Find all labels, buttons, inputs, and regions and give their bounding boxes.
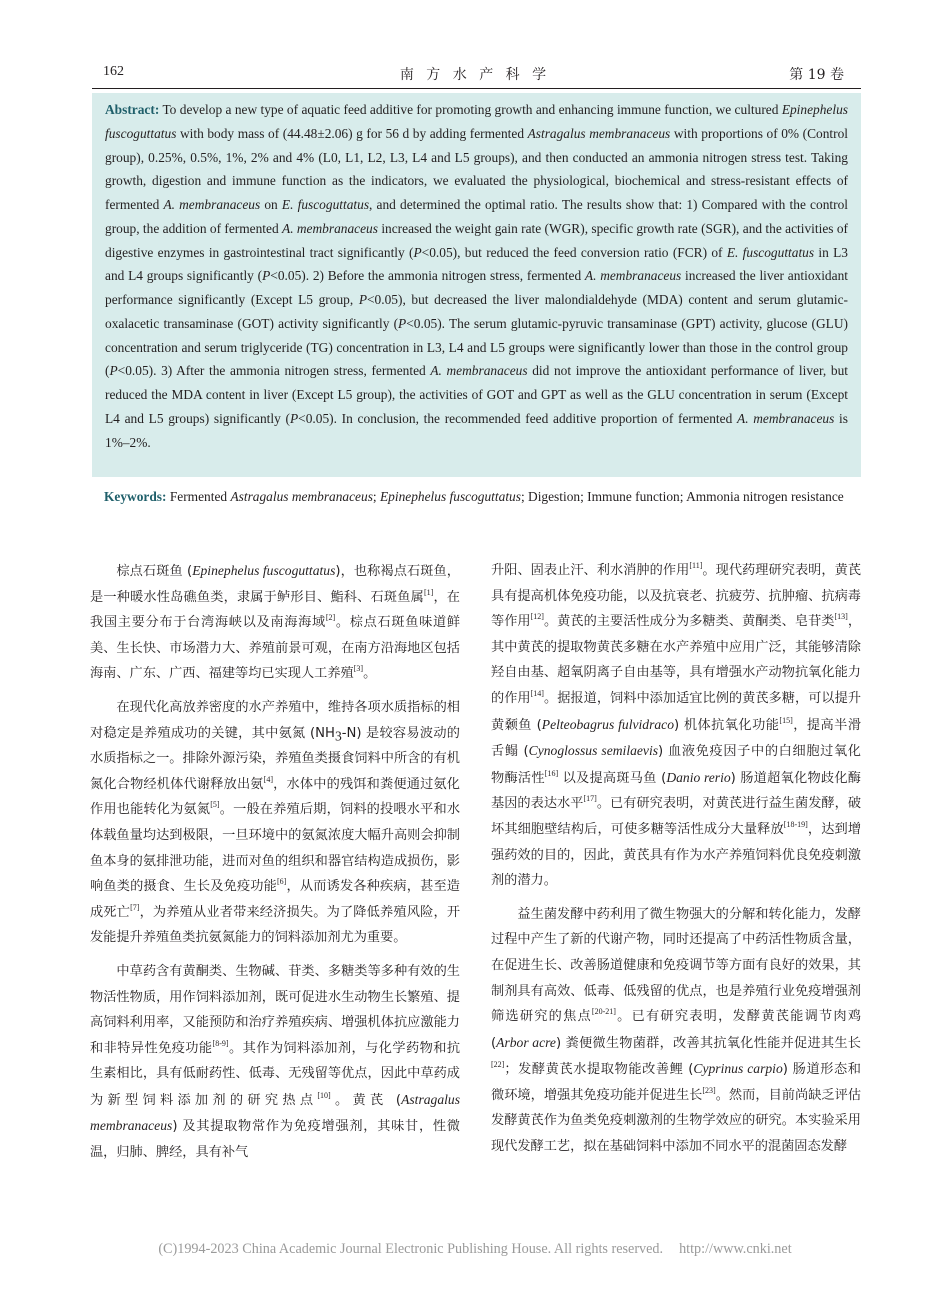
keywords-label: Keywords: (104, 489, 167, 504)
citation[interactable]: [10] (317, 1090, 331, 1100)
citation[interactable]: [16] (544, 768, 559, 778)
citation[interactable]: [4] (263, 774, 273, 784)
right-column (491, 558, 861, 1160)
abstract-text: Abstract: To develop a new type of aquatic feed additive for promoting growth and enhancing immune function, we cultured Epinephelus fuscoguttatus with body mass of (44.48±2.06) g for 56 d by adding fermented Astragalus membranaceus with proportions of 0% (Control group), 0.25%, 0.5%, 1%, 2% and 4% (L0, L1, L2, L3, L4 and L5 groups), and then conducted an ammonia nitrogen stress test. Taking growth, digestion and immune function as the indicators, we evaluated the physiological, biochemical and stress-resistant effects of fermented A. membranaceus on E. fuscoguttatus, and determined the optimal ratio. The results show that: 1) Compared with the control group, the addition of fermented A. membranaceus increased the weight gain rate (WGR), specific growth rate (SGR), and the activities of digestive enzymes in gastrointestinal tract significantly (P<0.05), but reduced the feed conversion ratio (FCR) of E. fuscoguttatus in L3 and L4 groups significantly (P<0.05). 2) Before the ammonia nitrogen stress, fermented A. membranaceus increased the liver antioxidant performance significantly (Except L5 group, P<0.05), but decreased the liver malondialdehyde (MDA) content and serum glutamic-oxalacetic transaminase (GOT) activity significantly (P<0.05). The serum glutamic-pyruvic transaminase (GPT) activity, glucose (GLU) concentration and serum triglyceride (TG) concentration in L3, L4 and L5 groups were significantly lower than those in the control group (P<0.05). 3) After the ammonia nitrogen stress, fermented A. membranaceus did not improve the antioxidant performance of liver, but reduced the MDA content in liver (Except L5 group), the activities of GOT and GPT as well as the GLU concentration in serum (Except L4 and L5 groups) significantly (P<0.05). In conclusion, the recommended feed additive proportion of fermented A. membranaceus is 1%–2%. (105, 102, 849, 450)
paragraph: 益生菌发酵中药利用了微生物强大的分解和转化能力，发酵过程中产生了新的代谢产物，同时还提高了中药活性物质含量，在促进生长、改善肠道健康和免疫调节等方面有良好的效果，其制剂具有高效、低毒、低残留的优点，也是养殖行业免疫增强剂筛选研究的焦点[20-21]。已有研究表明，发酵黄芪能调节肉鸡 (Arbor acre) 粪便微生物菌群，改善其抗氧化性能并促进其生长[22]；发酵黄芪水提取物能改善鲤 (Cyprinus carpio) 肠道形态和微环境，增强其免疫功能并促进生长[23]。然而，目前尚缺乏评估发酵黄芪作为鱼类免疫刺激剂的生物学效应的研究。本实验采用现代发酵工艺，拟在基础饲料中添加不同水平的混菌固态发酵 (491, 906, 862, 1155)
paragraph: 在现代化高放养密度的水产养殖中，维持各项水质指标的相对稳定是养殖成功的关键，其中氨氮 $(NH_3-N)$ 是较容易波动的水质指标之一。排除外源污染，养殖鱼类摄食饲料中所含的有机氮化合物经机体代谢释放出氨[4]，水体中的残饵和粪便通过氨化作用也能转化为氨氮[5]。一般在养殖后期，饲料的投喂水平和水体载鱼量均达到极限，一旦环境中的氨氮浓度大幅升高则会抑制鱼本身的氨排泄功能，进而对鱼的组织和器官结构造成损伤，影响鱼类的摄食、生长及免疫功能[6]，从而诱发各种疾病，甚至造成死亡[7]，为养殖从业者带来经济损失。为了降低养殖风险，开发能提升养殖鱼类抗氨氮能力的饲料添加剂尤为重要。 (90, 699, 461, 946)
paragraph: 中草药含有黄酮类、生物碱、苷类、多糖类等多种有效的生物活性物质，用作饲料添加剂，既可促进水生动物生长繁殖、提高饲料利用率，又能预防和治疗养殖疾病、增强机体抗应激能力和非特异性免疫功能[8-9]。其作为饲料添加剂，与化学药物和抗生素相比，具有低耐药性、低毒、无残留等优点，因此中草药成为新型饲料添加剂的研究热点[10]。黄芪 (Astragalus membranaceus) 及其提取物常作为免疫增强剂，其味甘，性微温，归肺、脾经，具有补气 (90, 963, 461, 1161)
citation[interactable]: [20-21] (591, 1007, 616, 1017)
cnki-link[interactable]: http://www.cnki.net (679, 1241, 792, 1257)
citation[interactable]: [23] (702, 1085, 716, 1095)
volume-label: 第 19 卷 (789, 67, 844, 83)
citation[interactable]: [5] (210, 800, 220, 810)
citation[interactable]: [18-19] (783, 819, 808, 829)
citation[interactable]: [17] (583, 794, 597, 804)
citation[interactable]: [14] (530, 688, 544, 698)
journal-title: 南 方 水 产 科 学 (399, 67, 551, 83)
abstract-label: Abstract: (105, 102, 160, 117)
page-number: 162 (103, 64, 124, 79)
citation[interactable]: [13] (834, 612, 848, 622)
citation[interactable]: [15] (779, 715, 793, 725)
paragraph: 升阳、固表止汗、利水消肿的作用[11]。现代药理研究表明，黄芪具有提高机体免疫功能，以及抗衰老、抗疲劳、抗肿瘤、抗病毒等作用[12]。黄芪的主要活性成分为多糖类、黄酮类、皂苷类[13]，其中黄芪的提取物黄芪多糖在水产养殖中应用广泛，其能够清除羟自由基、超氧阴离子自由基等，具有增强水产动物抗氧化能力的作用[14]。据报道，饲料中添加适宜比例的黄芪多糖，可以提升黄颡鱼 (Pelteobagrus fulvidraco) 机体抗氧化功能[15]，提高半滑舌鳎 (Cynoglossus semilaevis) 血液免疫因子中的白细胞过氧化物酶活性[16] 以及提高斑马鱼 (Danio rerio) 肠道超氧化物歧化酶基因的表达水平[17]。已有研究表明，对黄芪进行益生菌发酵，破坏其细胞壁结构后，可使多糖等活性成分大量释放[18-19]，达到增强药效的目的，因此，黄芪具有作为水产养殖饲料优良免疫刺激剂的潜力。 (491, 561, 862, 889)
citation[interactable]: [12] (530, 612, 544, 622)
copyright-text: (C)1994-2023 China Academic Journal Electronic Publishing House. All rights reserved. (158, 1241, 664, 1257)
citation[interactable]: [22] (491, 1060, 505, 1070)
citation[interactable]: [11] (689, 561, 703, 570)
footer (0, 1241, 950, 1258)
citation[interactable]: [3] (353, 664, 364, 674)
abstract-box (92, 93, 861, 477)
header-rule (92, 88, 861, 89)
citation[interactable]: [1] (423, 587, 434, 597)
paragraph: 棕点石斑鱼 (Epinephelus fuscoguttatus)，也称褐点石斑鱼，是一种暖水性岛礁鱼类，隶属于鲈形目、鮨科、石斑鱼属[1]，在我国主要分布于台湾海峡以及南海海域[2]。棕点石斑鱼味道鲜美、生长快、市场潜力大、养殖前景可观，在南方沿海地区包括海南、广东、广西、福建等均已实现人工养殖[3]。 (90, 563, 461, 682)
citation[interactable]: [6] (277, 877, 287, 887)
citation[interactable]: [8-9] (212, 1038, 229, 1048)
citation[interactable]: [2] (325, 613, 336, 623)
left-column (90, 558, 460, 1166)
keywords: Keywords: Fermented Astragalus membranaceus; Epinephelus fuscoguttatus; Digestion; Immune function; Ammonia nitrogen resistance (104, 489, 844, 504)
citation[interactable]: [7] (130, 902, 140, 912)
